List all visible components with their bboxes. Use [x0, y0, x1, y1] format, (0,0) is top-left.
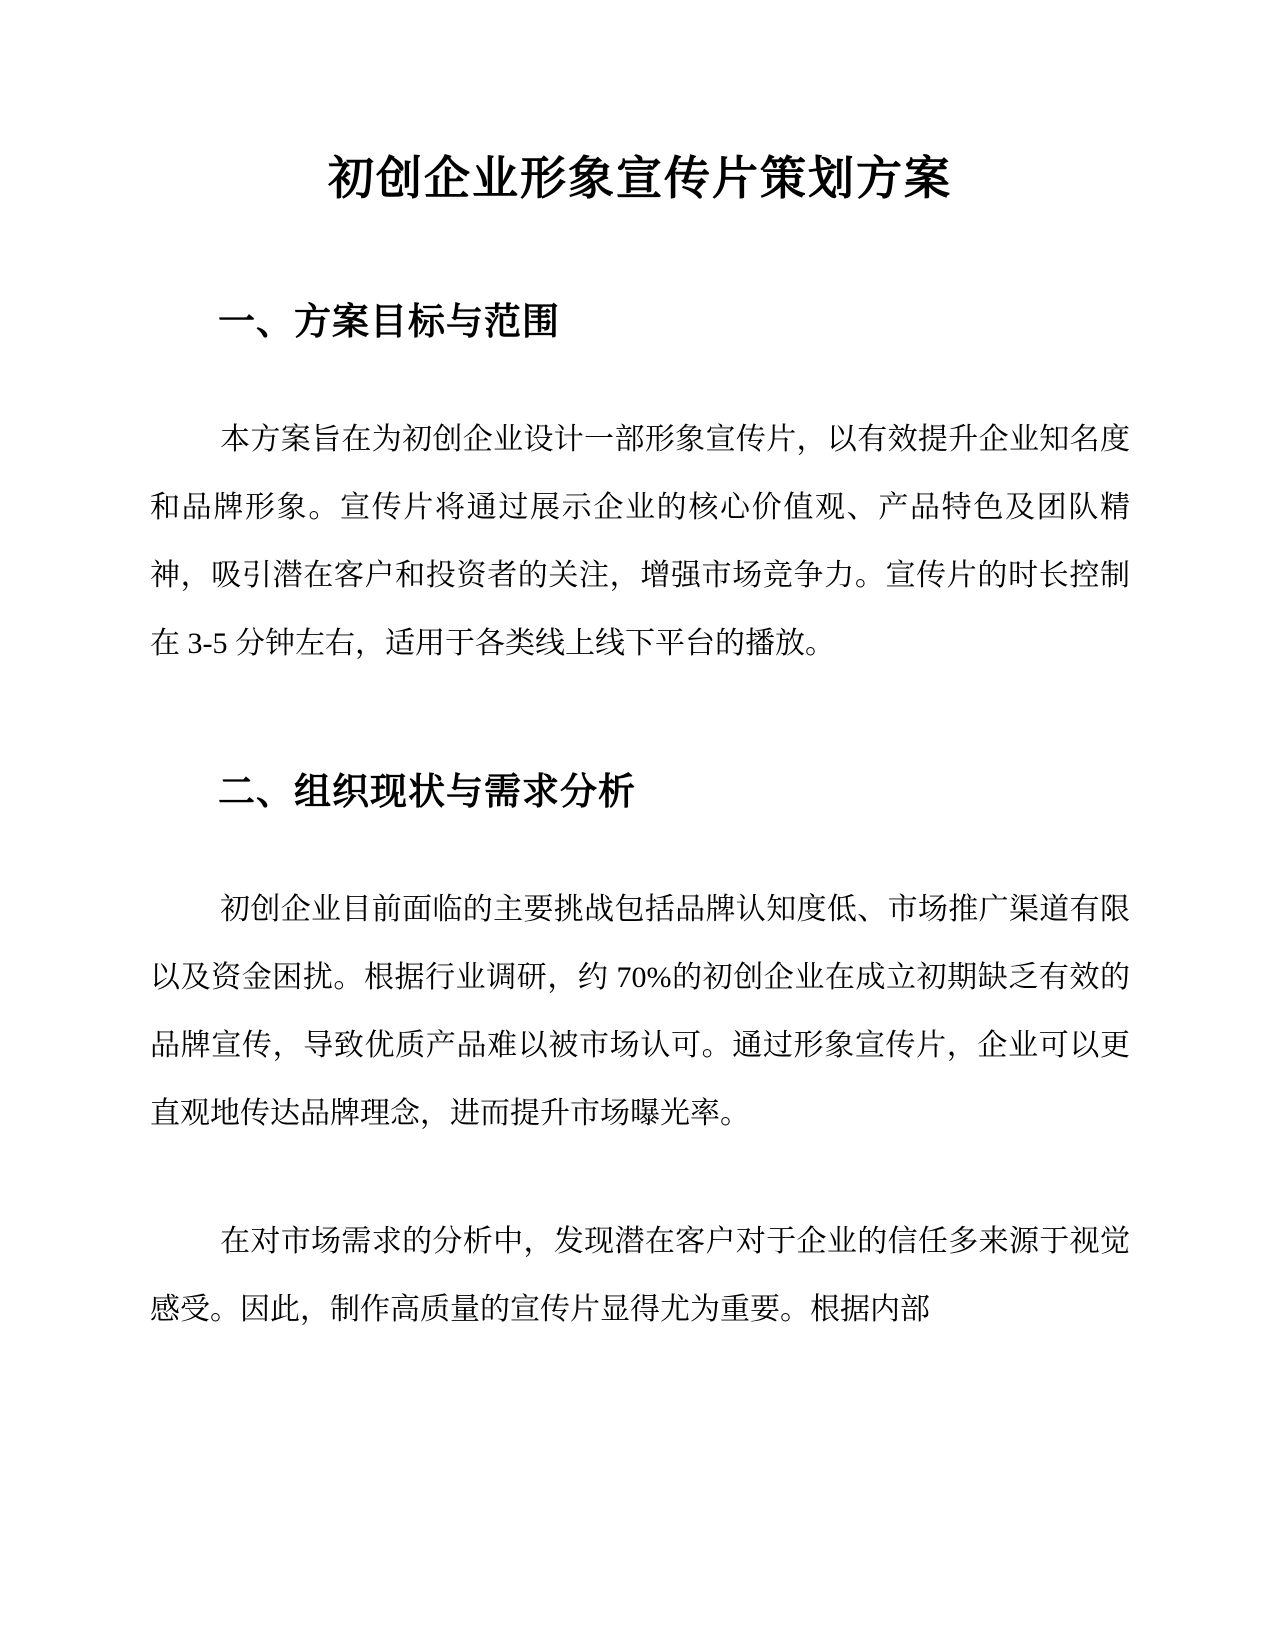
body-paragraph: 初创企业目前面临的主要挑战包括品牌认知度低、市场推广渠道有限以及资金困扰。根据行业调研，约 70%的初创企业在成立初期缺乏有效的品牌宣传，导致优质产品难以被市场认可。通过形象宣传片，企业可以更直观地传达品牌理念，进而提升市场曝光率。 — [150, 893, 1130, 1130]
body-paragraph: 在对市场需求的分析中，发现潜在客户对于企业的信任多来源于视觉感受。因此，制作高质量的宣传片显得尤为重要。根据内部 — [150, 1225, 1130, 1326]
document-title: 初创企业形象宣传片策划方案 — [328, 152, 952, 204]
section-heading-1: 一、方案目标与范围 — [218, 301, 560, 342]
section-heading-2: 二、组织现状与需求分析 — [218, 771, 636, 812]
body-paragraph: 本方案旨在为初创企业设计一部形象宣传片，以有效提升企业知名度和品牌形象。宣传片将通过展示企业的核心价值观、产品特色及团队精神，吸引潜在客户和投资者的关注，增强市场竞争力。宣传片的时长控制在 3-5 分钟左右，适用于各类线上线下平台的播放。 — [150, 423, 1130, 660]
